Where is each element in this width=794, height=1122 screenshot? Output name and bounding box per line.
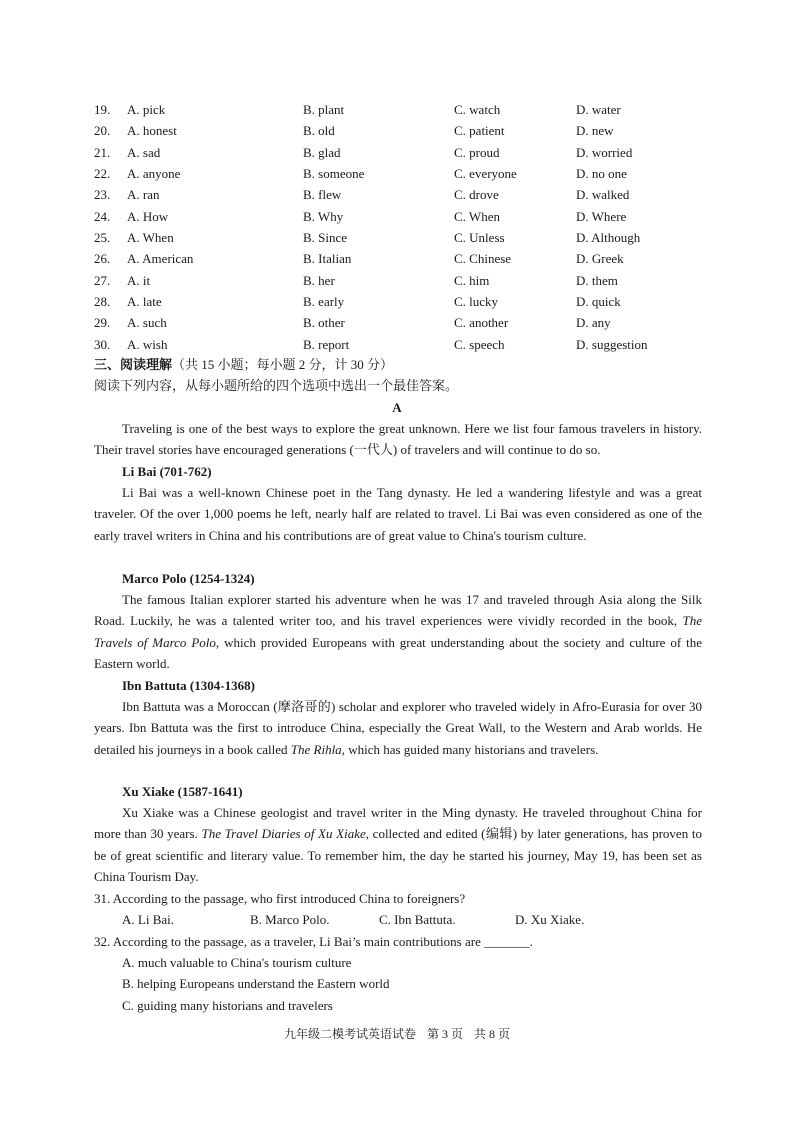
- question-31: 31. According to the passage, who first introduced China to foreigners?: [94, 891, 466, 906]
- option-row: [94, 142, 714, 163]
- q32-option-c: C. guiding many historians and travelers: [122, 998, 333, 1013]
- option-b: B. plant: [303, 102, 345, 117]
- option-d: D. quick: [576, 294, 621, 310]
- option-c: C. everyone: [454, 166, 517, 182]
- option-a: A. sad: [127, 144, 161, 160]
- option-b: B. early: [303, 294, 345, 310]
- q32-option-a: A. much valuable to China's tourism culture: [122, 955, 352, 970]
- option-row: [94, 291, 714, 312]
- option-a: A. late: [127, 294, 162, 310]
- option-row: [94, 163, 714, 184]
- paragraph-text: , collected and edited (编辑) by later generations, has proven to be of great scientific and literary value. To remember him, the day he started his journey, May 19, has been set as China Tourism Day.: [94, 826, 702, 884]
- option-d: D. walked: [576, 187, 630, 203]
- option-b: B. her: [303, 272, 335, 288]
- traveler-heading: Marco Polo (1254-1324): [122, 571, 255, 586]
- footer-exam-name: 九年级二模考试英语试卷: [283, 1027, 416, 1041]
- option-a: A. honest: [127, 123, 177, 139]
- paragraph-text: , which has guided many historians and travelers.: [341, 741, 599, 757]
- option-d: D. water: [576, 102, 621, 117]
- book-title: The Travel Diaries of Xu Xiake: [201, 826, 366, 842]
- question-number: 29.: [94, 315, 111, 331]
- option-b: B. report: [303, 336, 350, 352]
- option-c: C. proud: [454, 144, 500, 160]
- traveler-heading: Xu Xiake (1587-1641): [122, 784, 243, 799]
- option-c: C. him: [454, 272, 490, 288]
- option-row: [94, 227, 714, 248]
- option-b: B. old: [303, 123, 335, 139]
- option-b: B. someone: [303, 166, 365, 182]
- option-d: D. any: [576, 315, 611, 331]
- option-a: A. American: [127, 251, 194, 267]
- option-c: C. Unless: [454, 230, 505, 246]
- traveler-paragraph: [94, 589, 702, 674]
- q31-option-b: B. Marco Polo.: [250, 912, 330, 927]
- question-number: 28.: [94, 294, 111, 310]
- question-number: 26.: [94, 251, 111, 267]
- question-number: 30.: [94, 336, 111, 352]
- option-b: B. other: [303, 315, 345, 331]
- q31-option-d: D. Xu Xiake.: [515, 912, 585, 927]
- cloze-options: [94, 99, 714, 355]
- option-row: [94, 248, 714, 269]
- option-d: D. Greek: [576, 251, 624, 267]
- option-d: D. no one: [576, 166, 627, 182]
- option-c: C. another: [454, 315, 509, 331]
- option-row: [94, 312, 714, 333]
- question-number: 20.: [94, 123, 111, 139]
- option-b: B. flew: [303, 187, 342, 203]
- option-row: [94, 184, 714, 205]
- option-a: A. When: [127, 230, 174, 246]
- option-b: B. Why: [303, 208, 344, 224]
- question-number: 22.: [94, 166, 111, 182]
- option-row: [94, 120, 714, 141]
- option-c: C. speech: [454, 336, 505, 352]
- option-b: B. Italian: [303, 251, 352, 267]
- question-number: 23.: [94, 187, 111, 203]
- section-instruction: 阅读下列内容，从每小题所给的四个选项中选出一个最佳答案。: [94, 378, 459, 393]
- option-a: A. anyone: [127, 166, 181, 182]
- section-title: [94, 354, 393, 375]
- traveler-paragraph: [94, 482, 702, 546]
- option-row: [94, 206, 714, 227]
- intro-paragraph: Traveling is one of the best ways to explore the great unknown. Here we list four famous travelers in history. Their travel stories have encouraged generations (一代人) of travelers and will continue to do so.: [94, 421, 702, 458]
- question-number: 19.: [94, 102, 111, 117]
- q31-option-a: A. Li Bai.: [122, 912, 174, 927]
- option-a: A. such: [127, 315, 167, 331]
- option-c: C. When: [454, 208, 500, 224]
- traveler-heading: Ibn Battuta (1304-1368): [122, 678, 255, 693]
- paragraph-text: Li Bai was a well-known Chinese poet in the Tang dynasty. He led a wandering lifestyle and was a great traveler. Of the over 1,000 poems he left, nearly half are related to travel. Li Bai was even considered as one of the early travel writers in China and his contributions are of great value to China's tourism culture.: [94, 485, 702, 543]
- section-title-text: 三、阅读理解: [94, 357, 173, 372]
- question-number: 24.: [94, 208, 111, 224]
- book-title: The Rihla: [290, 741, 342, 757]
- option-d: D. Where: [576, 208, 627, 224]
- option-d: D. new: [576, 123, 614, 139]
- option-c: C. Chinese: [454, 251, 512, 267]
- option-c: C. watch: [454, 102, 501, 117]
- book-title: The Travels of Marco Polo: [94, 613, 702, 650]
- option-a: A. ran: [127, 187, 160, 203]
- section-title-note: （共 15 小题；每小题 2 分，计 30 分）: [172, 357, 394, 372]
- paragraph-text: The famous Italian explorer started his adventure when he was 17 and traveled through Asia along the Silk Road. Luckily, he was a talented writer too, and his travel experiences were vividly recorded in the book,: [94, 592, 702, 629]
- option-a: A. it: [127, 272, 151, 288]
- question-number: 21.: [94, 144, 111, 160]
- option-d: D. worried: [576, 144, 633, 160]
- question-number: 27.: [94, 272, 111, 288]
- option-c: C. lucky: [454, 294, 499, 310]
- question-32: 32. According to the passage, as a traveler, Li Bai’s main contributions are _______.: [94, 934, 533, 949]
- option-a: A. wish: [127, 336, 168, 352]
- traveler-heading: Li Bai (701-762): [122, 464, 212, 479]
- option-c: C. drove: [454, 187, 499, 203]
- option-b: B. glad: [303, 144, 341, 160]
- question-number: 25.: [94, 230, 111, 246]
- paragraph-text: Xu Xiake was a Chinese geologist and travel writer in the Ming dynasty. He traveled throughout China for more than 30 years.: [94, 805, 702, 842]
- q31-option-c: C. Ibn Battuta.: [379, 912, 456, 927]
- option-row: [94, 270, 714, 291]
- traveler-paragraph: [94, 696, 702, 760]
- footer-total-pages: 共 8 页: [474, 1027, 511, 1041]
- option-row: [94, 99, 714, 120]
- q32-option-b: B. helping Europeans understand the Eastern world: [122, 976, 390, 991]
- option-b: B. Since: [303, 230, 348, 246]
- option-d: D. suggestion: [576, 336, 648, 352]
- option-c: C. patient: [454, 123, 505, 139]
- option-a: A. pick: [127, 102, 166, 117]
- page-footer: [0, 1025, 794, 1043]
- option-d: D. them: [576, 272, 618, 288]
- option-row: [94, 334, 714, 355]
- part-label: A: [392, 400, 402, 415]
- option-d: D. Although: [576, 230, 641, 246]
- traveler-paragraph: [94, 802, 702, 887]
- paragraph-text: , which provided Europeans with great understanding about the society and culture of the Eastern world.: [94, 634, 702, 671]
- option-a: A. How: [127, 208, 169, 224]
- paragraph-text: Ibn Battuta was a Moroccan (摩洛哥的) scholar and explorer who traveled widely in Afro-Eurasia for over 30 years. Ibn Battuta was the first to introduce China, especially the Great Wall, to the Western and Arab worlds. He detailed his journeys in a book called: [94, 699, 702, 757]
- footer-page-number: 第 3 页: [426, 1027, 463, 1041]
